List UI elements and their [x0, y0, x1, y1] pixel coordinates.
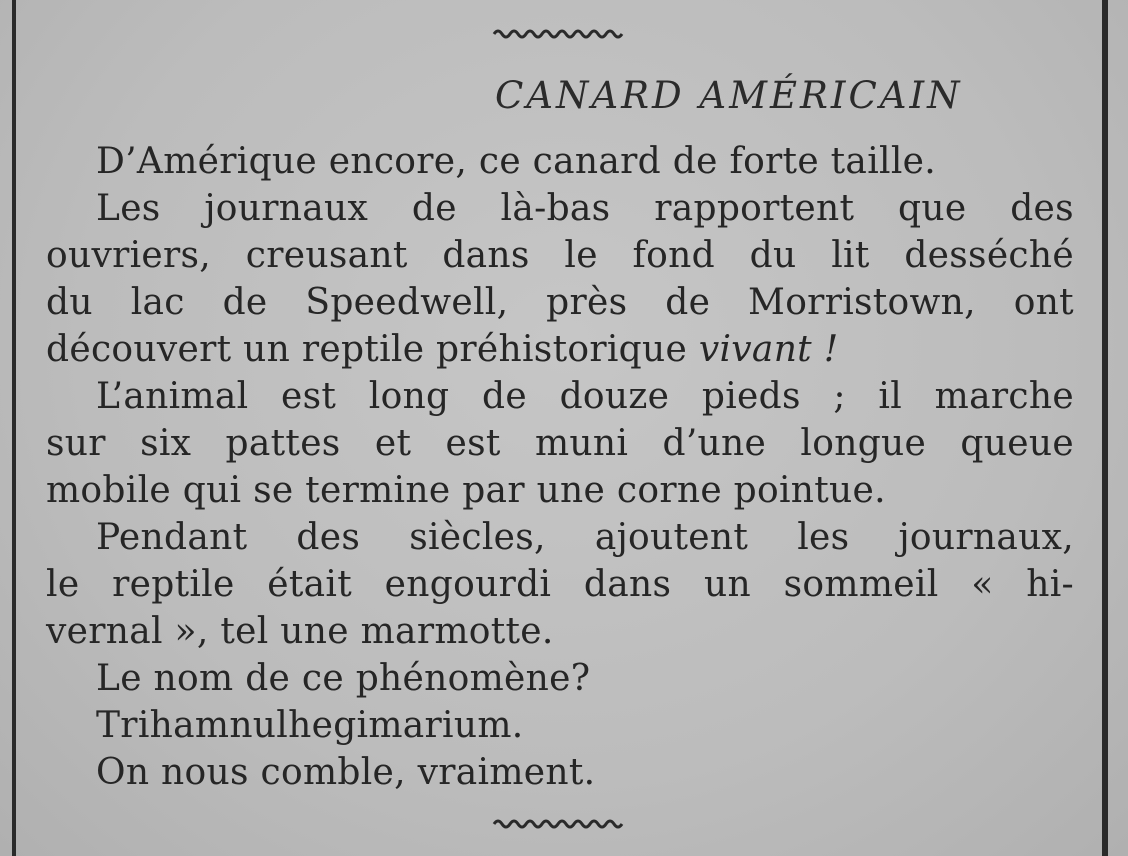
word: de — [222, 282, 268, 323]
italic-emphasis: vivant ! — [698, 329, 839, 370]
word: était — [267, 564, 352, 605]
word: Les — [96, 188, 161, 229]
article-title: CANARD AMÉRICAIN — [495, 74, 963, 117]
text-line-justified — [46, 232, 1074, 279]
word: ; — [833, 376, 846, 417]
word: journaux, — [898, 517, 1074, 558]
word: près — [546, 282, 628, 323]
word: est — [445, 423, 501, 464]
word: engourdi — [384, 564, 552, 605]
word: lit — [831, 235, 870, 276]
text-line-justified — [46, 514, 1074, 561]
word: journaux — [204, 188, 369, 229]
word: longue — [800, 423, 927, 464]
article-body — [46, 138, 1074, 796]
text-segment: découvert un reptile préhistorique — [46, 329, 688, 370]
top-wavy-divider — [492, 26, 628, 42]
word: queue — [960, 423, 1074, 464]
text-line: vernal », tel une marmotte. — [46, 611, 554, 652]
word: Speedwell, — [305, 282, 509, 323]
word: six — [140, 423, 192, 464]
word: dans — [442, 235, 530, 276]
word: des — [296, 517, 361, 558]
word: de — [411, 188, 457, 229]
word: un — [703, 564, 751, 605]
right-column-rule — [1102, 0, 1108, 856]
left-column-rule — [12, 0, 16, 856]
text-line-justified — [46, 420, 1074, 467]
word: « — [971, 564, 994, 605]
word: de — [482, 376, 527, 417]
word: ouvriers, — [46, 235, 212, 276]
text-line-justified — [46, 279, 1074, 326]
word: hi- — [1026, 564, 1074, 605]
word: L’animal — [96, 376, 249, 417]
word: le — [46, 564, 80, 605]
word: il — [878, 376, 903, 417]
word: le — [564, 235, 598, 276]
word: que — [898, 188, 967, 229]
text-line: On nous comble, vraiment. — [96, 752, 596, 793]
word: du — [46, 282, 93, 323]
word: lac — [130, 282, 185, 323]
word: marche — [934, 376, 1074, 417]
word: et — [374, 423, 412, 464]
word: reptile — [112, 564, 235, 605]
text-line: mobile qui se termine par une corne pointue. — [46, 470, 886, 511]
word: d’une — [662, 423, 767, 464]
word: pieds — [701, 376, 801, 417]
word: les — [797, 517, 850, 558]
word: ajoutent — [594, 517, 749, 558]
text-line: Trihamnulhegimarium. — [96, 705, 524, 746]
word: dans — [583, 564, 672, 605]
word: est — [281, 376, 337, 417]
word: de — [665, 282, 711, 323]
bottom-wavy-divider — [492, 816, 628, 832]
word: du — [749, 235, 797, 276]
word: creusant — [245, 235, 408, 276]
text-line-justified — [46, 185, 1074, 232]
word: là-bas — [500, 188, 611, 229]
word: muni — [534, 423, 629, 464]
word: Morristown, — [748, 282, 976, 323]
text-line-justified — [46, 561, 1074, 608]
word: douze — [559, 376, 670, 417]
word: fond — [632, 235, 715, 276]
word: sommeil — [783, 564, 939, 605]
word: rapportent — [654, 188, 855, 229]
word: pattes — [225, 423, 341, 464]
text-line: Le nom de ce phénomène? — [96, 658, 591, 699]
word: long — [368, 376, 450, 417]
text-line-justified — [46, 373, 1074, 420]
word: siècles, — [409, 517, 546, 558]
word: ont — [1013, 282, 1074, 323]
word: Pendant — [96, 517, 248, 558]
word: desséché — [904, 235, 1074, 276]
text-line: D’Amérique encore, ce canard de forte taille. — [96, 141, 936, 182]
word: des — [1010, 188, 1074, 229]
text-line — [46, 326, 1074, 373]
word: sur — [46, 423, 106, 464]
